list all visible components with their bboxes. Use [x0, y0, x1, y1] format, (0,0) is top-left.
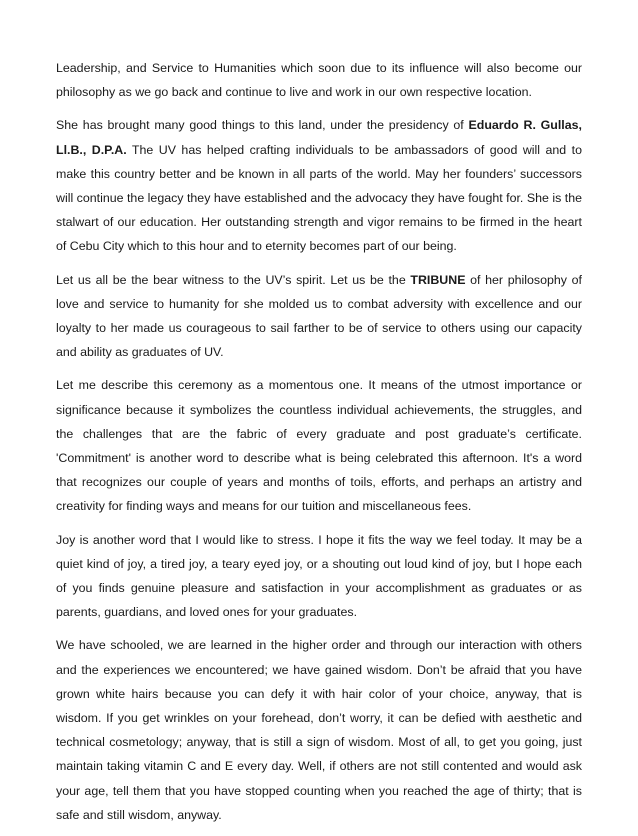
paragraph-3-text-a: Let us all be the bear witness to the UV’s spirit. Let us be the	[56, 272, 411, 287]
paragraph-2-text-a: She has brought many good things to this land, under the presidency of	[56, 118, 469, 133]
paragraph-6	[56, 633, 582, 827]
paragraph-6-text: We have schooled, we are learned in the higher order and through our interaction with others and the experiences we encountered; we have gained wisdom. Don’t be afraid that you have grown white hairs because you can defy it with hair color of your choice, anyway, that is wisdom. If you get wrinkles on your forehead, don’t worry, it can be defied with aesthetic and technical cosmetology; anyway, that is still a sign of wisdom. Most of all, to get you going, just maintain taking vitamin C and E every day. Well, if others are not still contented and would ask your age, tell them that you have stopped counting when you reached the age of thirty; that is safe and still wisdom, anyway.	[56, 638, 582, 822]
paragraph-3	[56, 268, 582, 365]
paragraph-2-text-b: The UV has helped crafting individuals to be ambassadors of good will and to make this country better and be known in all parts of the world. May her founders’ successors will continue the legacy they have established and the advocacy they have fought for. She is the stalwart of our education. Her outstanding strength and vigor remains to be firmed in the heart of Cebu City which to this hour and to eternity becomes part of our being.	[56, 142, 582, 254]
paragraph-2	[56, 113, 582, 258]
paragraph-3-text-b: of her philosophy of love and service to humanity for she molded us to combat adversity with excellence and our loyalty to her made us courageous to sail farther to be of service to others using our capacity and ability as graduates of UV.	[56, 272, 582, 360]
tribune-word: TRIBUNE	[410, 272, 466, 287]
president-name: Eduardo R. Gullas, Ll.B., D.P.A.	[56, 118, 582, 157]
paragraph-5	[56, 528, 582, 625]
paragraph-4	[56, 373, 582, 518]
paragraph-1	[56, 56, 582, 104]
paragraph-4-text: Let me describe this ceremony as a momentous one. It means of the utmost importance or significance because it symbolizes the countless individual achievements, the struggles, and the challenges that are the fabric of every graduate and post graduate’s certificate. 'Commitment' is another word to describe what is being celebrated this afternoon. It's a word that recognizes our couple of years and months of toils, efforts, and perhaps an artistry and creativity for finding ways and means for our tuition and miscellaneous fees.	[56, 378, 582, 514]
document-page	[56, 56, 582, 836]
paragraph-5-text: Joy is another word that I would like to stress. I hope it fits the way we feel today. It may be a quiet kind of joy, a tired joy, a teary eyed joy, or a shouting out loud kind of joy, but I hope each of you finds genuine pleasure and satisfaction in your accomplishment as graduates or as parents, guardians, and loved ones for your graduates.	[56, 532, 582, 620]
paragraph-1-text: Leadership, and Service to Humanities which soon due to its influence will also become our philosophy as we go back and continue to live and work in our own respective location.	[56, 61, 582, 100]
